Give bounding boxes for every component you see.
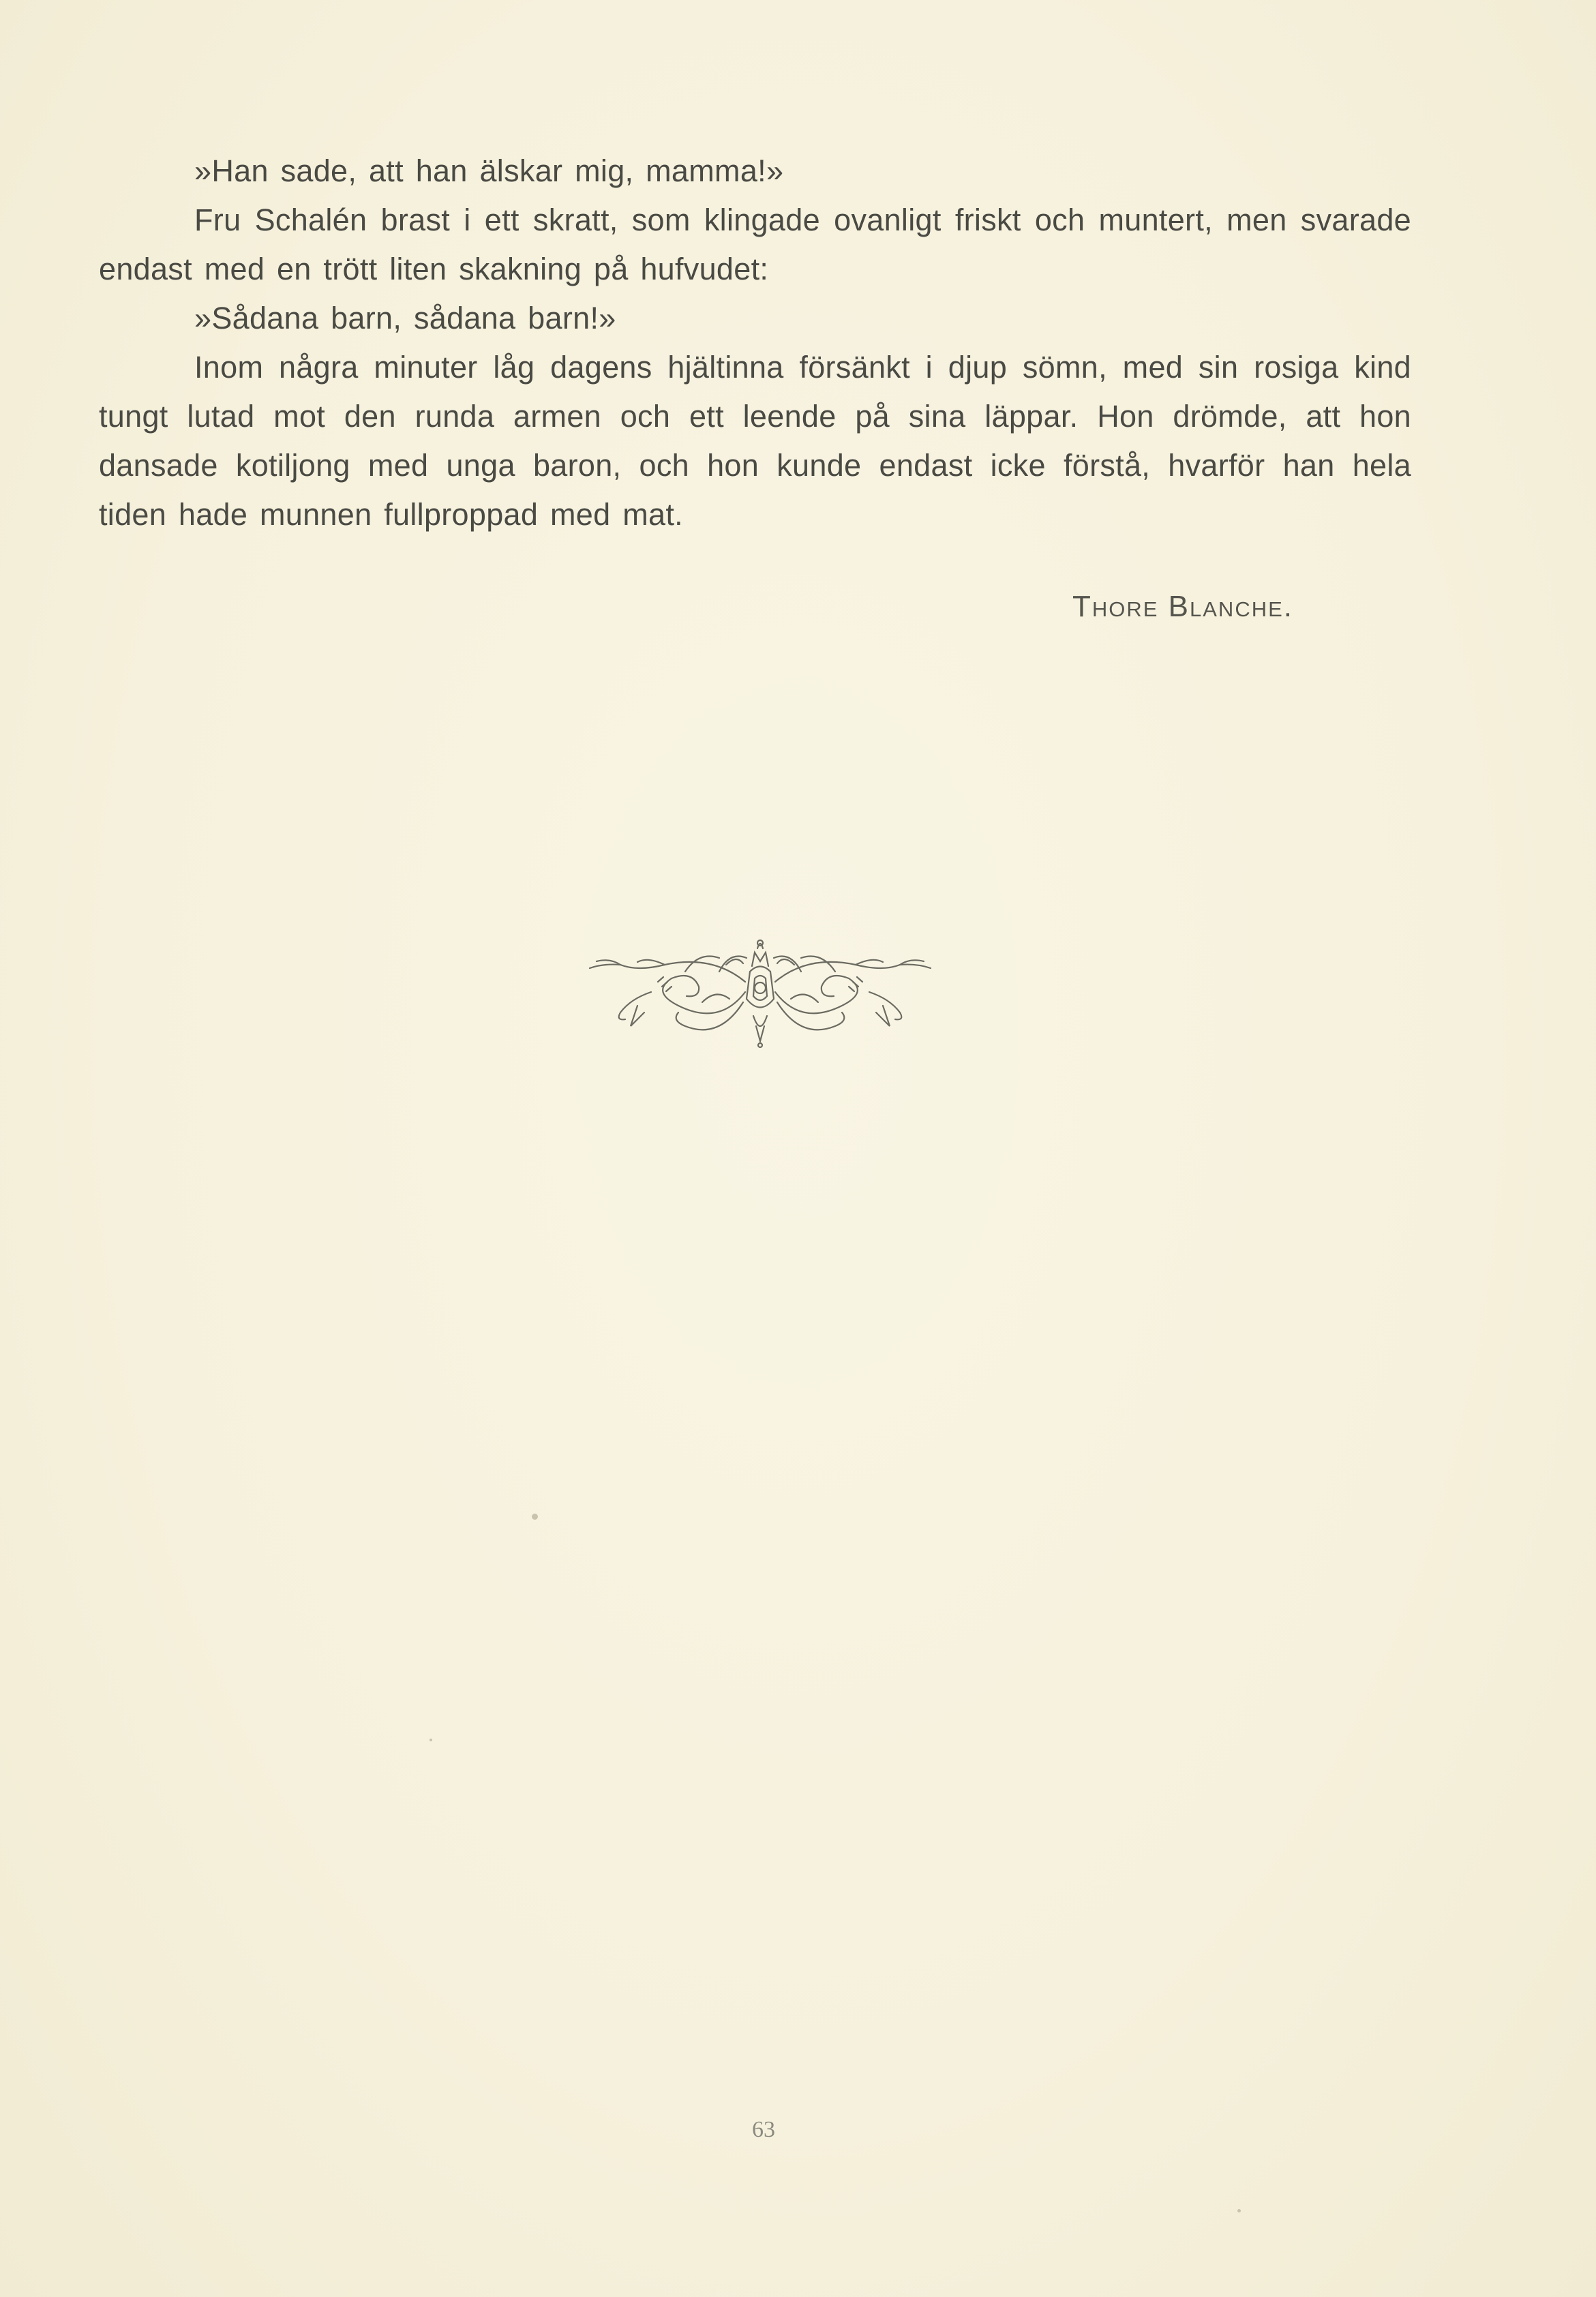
paper-speck — [532, 1514, 538, 1520]
paper-speck — [1237, 2209, 1241, 2212]
page-number: 63 — [752, 2117, 775, 2142]
paragraph-narration-2: Inom några minuter låg dagens hjältinna försänkt i djup sömn, med sin rosiga kind tungt lutad mot den runda armen och ett leende på sina läppar. Hon drömde, att hon dansade kotiljong med unga baron, och hon kunde endast icke förstå, hvarför han hela tiden hade munnen fullproppad med mat. — [99, 350, 1411, 532]
floral-vignette-icon — [583, 924, 937, 1060]
paragraph-quote-2: »Sådana barn, sådana barn!» — [194, 301, 616, 335]
paper-speck — [430, 1739, 432, 1741]
paragraph-narration-1: Fru Schalén brast i ett skratt, som klingade ovanligt friskt och muntert, men svarade endast med en trött liten skakning på hufvudet: — [99, 202, 1411, 286]
author-signature: Thore Blanche. — [1072, 590, 1293, 623]
body-text — [99, 147, 1411, 539]
paragraph-quote-1: »Han sade, att han älskar mig, mamma!» — [194, 153, 784, 188]
